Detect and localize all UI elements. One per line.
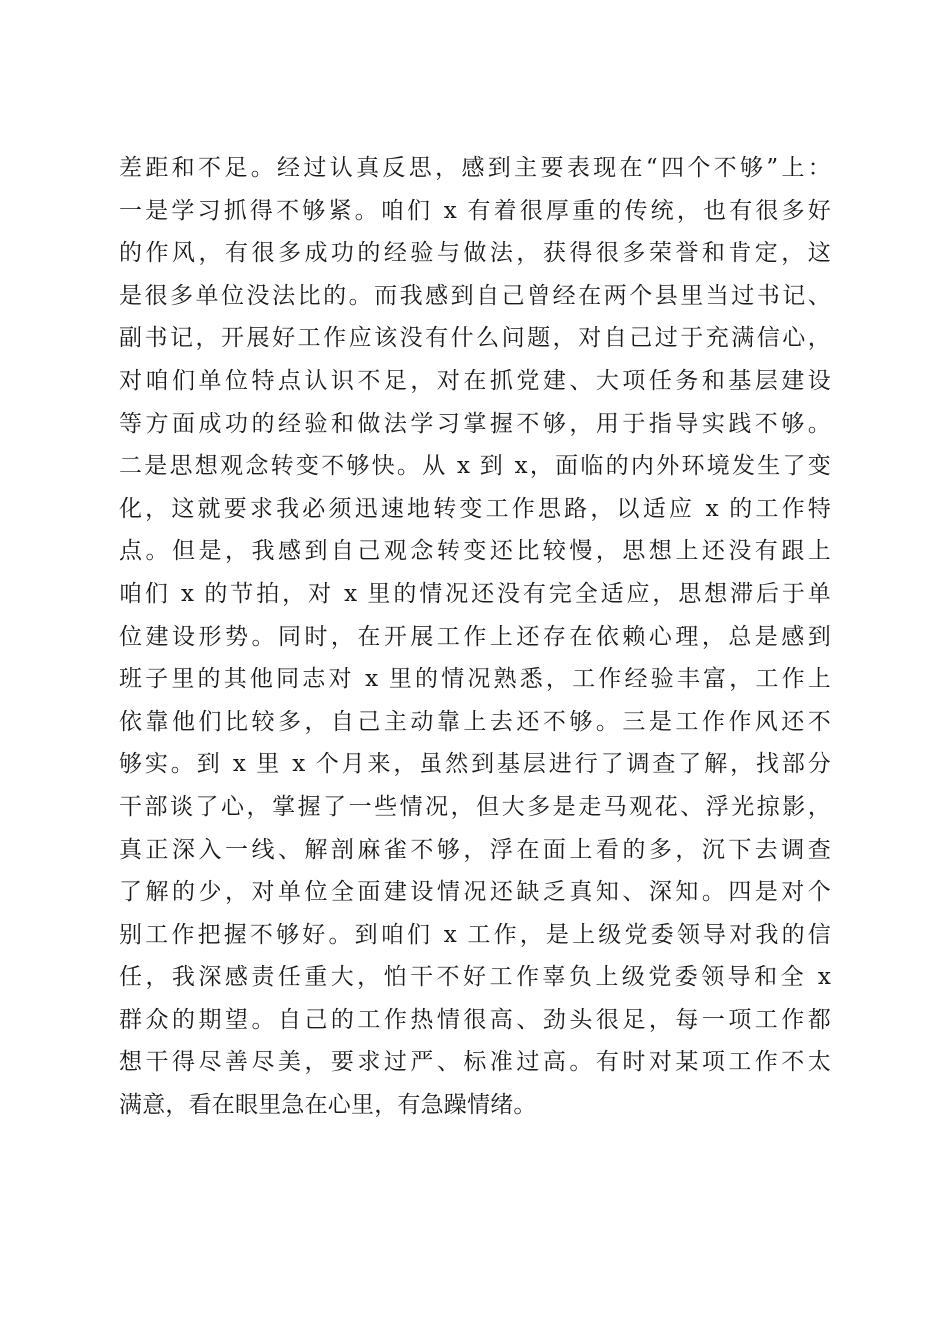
text-line: 满意，看在眼里急在心里，有急躁情绪。 — [119, 1092, 537, 1119]
text-line: 咱们 x 的节拍，对 x 里的情况还没有完全适应，思想滞后于单 — [119, 580, 831, 607]
text-line: 依靠他们比较多，自己主动靠上去还不够。三是工作作风还不 — [119, 708, 831, 735]
text-line: 是很多单位没法比的。而我感到自己曾经在两个县里当过书记、 — [119, 282, 831, 309]
text-line: 想干得尽善尽美，要求过严、标准过高。有时对某项工作不太 — [119, 1049, 831, 1076]
text-line: 位建设形势。同时，在开展工作上还存在依赖心理，总是感到 — [119, 623, 831, 650]
text-line: 点。但是，我感到自己观念转变还比较慢，思想上还没有跟上 — [119, 538, 831, 565]
text-line: 化，这就要求我必须迅速地转变工作思路，以适应 x 的工作特 — [119, 495, 831, 522]
text-line: 对咱们单位特点认识不足，对在抓党建、大项任务和基层建设 — [119, 367, 831, 394]
text-line: 差距和不足。经过认真反思，感到主要表现在“四个不够”上： — [119, 155, 831, 181]
text-line: 够实。到 x 里 x 个月来，虽然到基层进行了调查了解，找部分 — [119, 751, 831, 778]
text-line: 真正深入一线、解剖麻雀不够，浮在面上看的多，沉下去调查 — [119, 836, 831, 863]
text-line: 的作风，有很多成功的经验与做法，获得很多荣誉和肯定，这 — [119, 240, 831, 267]
text-line: 班子里的其他同志对 x 里的情况熟悉，工作经验丰富，工作上 — [119, 666, 831, 693]
text-line: 干部谈了心，掌握了一些情况，但大多是走马观花、浮光掠影， — [119, 793, 831, 820]
body-paragraph — [119, 147, 831, 1127]
text-line: 群众的期望。自己的工作热情很高、劲头很足，每一项工作都 — [119, 1006, 831, 1033]
text-line: 等方面成功的经验和做法学习掌握不够，用于指导实践不够。 — [119, 410, 831, 437]
text-line: 了解的少，对单位全面建设情况还缺乏真知、深知。四是对个 — [119, 879, 831, 906]
text-line: 一是学习抓得不够紧。咱们 x 有着很厚重的传统，也有很多好 — [119, 197, 831, 224]
text-line: 任，我深感责任重大，怕干不好工作辜负上级党委领导和全 x — [119, 964, 831, 991]
text-line: 二是思想观念转变不够快。从 x 到 x，面临的内外环境发生了变 — [119, 453, 831, 480]
text-line: 副书记，开展好工作应该没有什么问题，对自己过于充满信心， — [119, 325, 831, 352]
text-line: 别工作把握不够好。到咱们 x 工作，是上级党委领导对我的信 — [119, 921, 831, 948]
